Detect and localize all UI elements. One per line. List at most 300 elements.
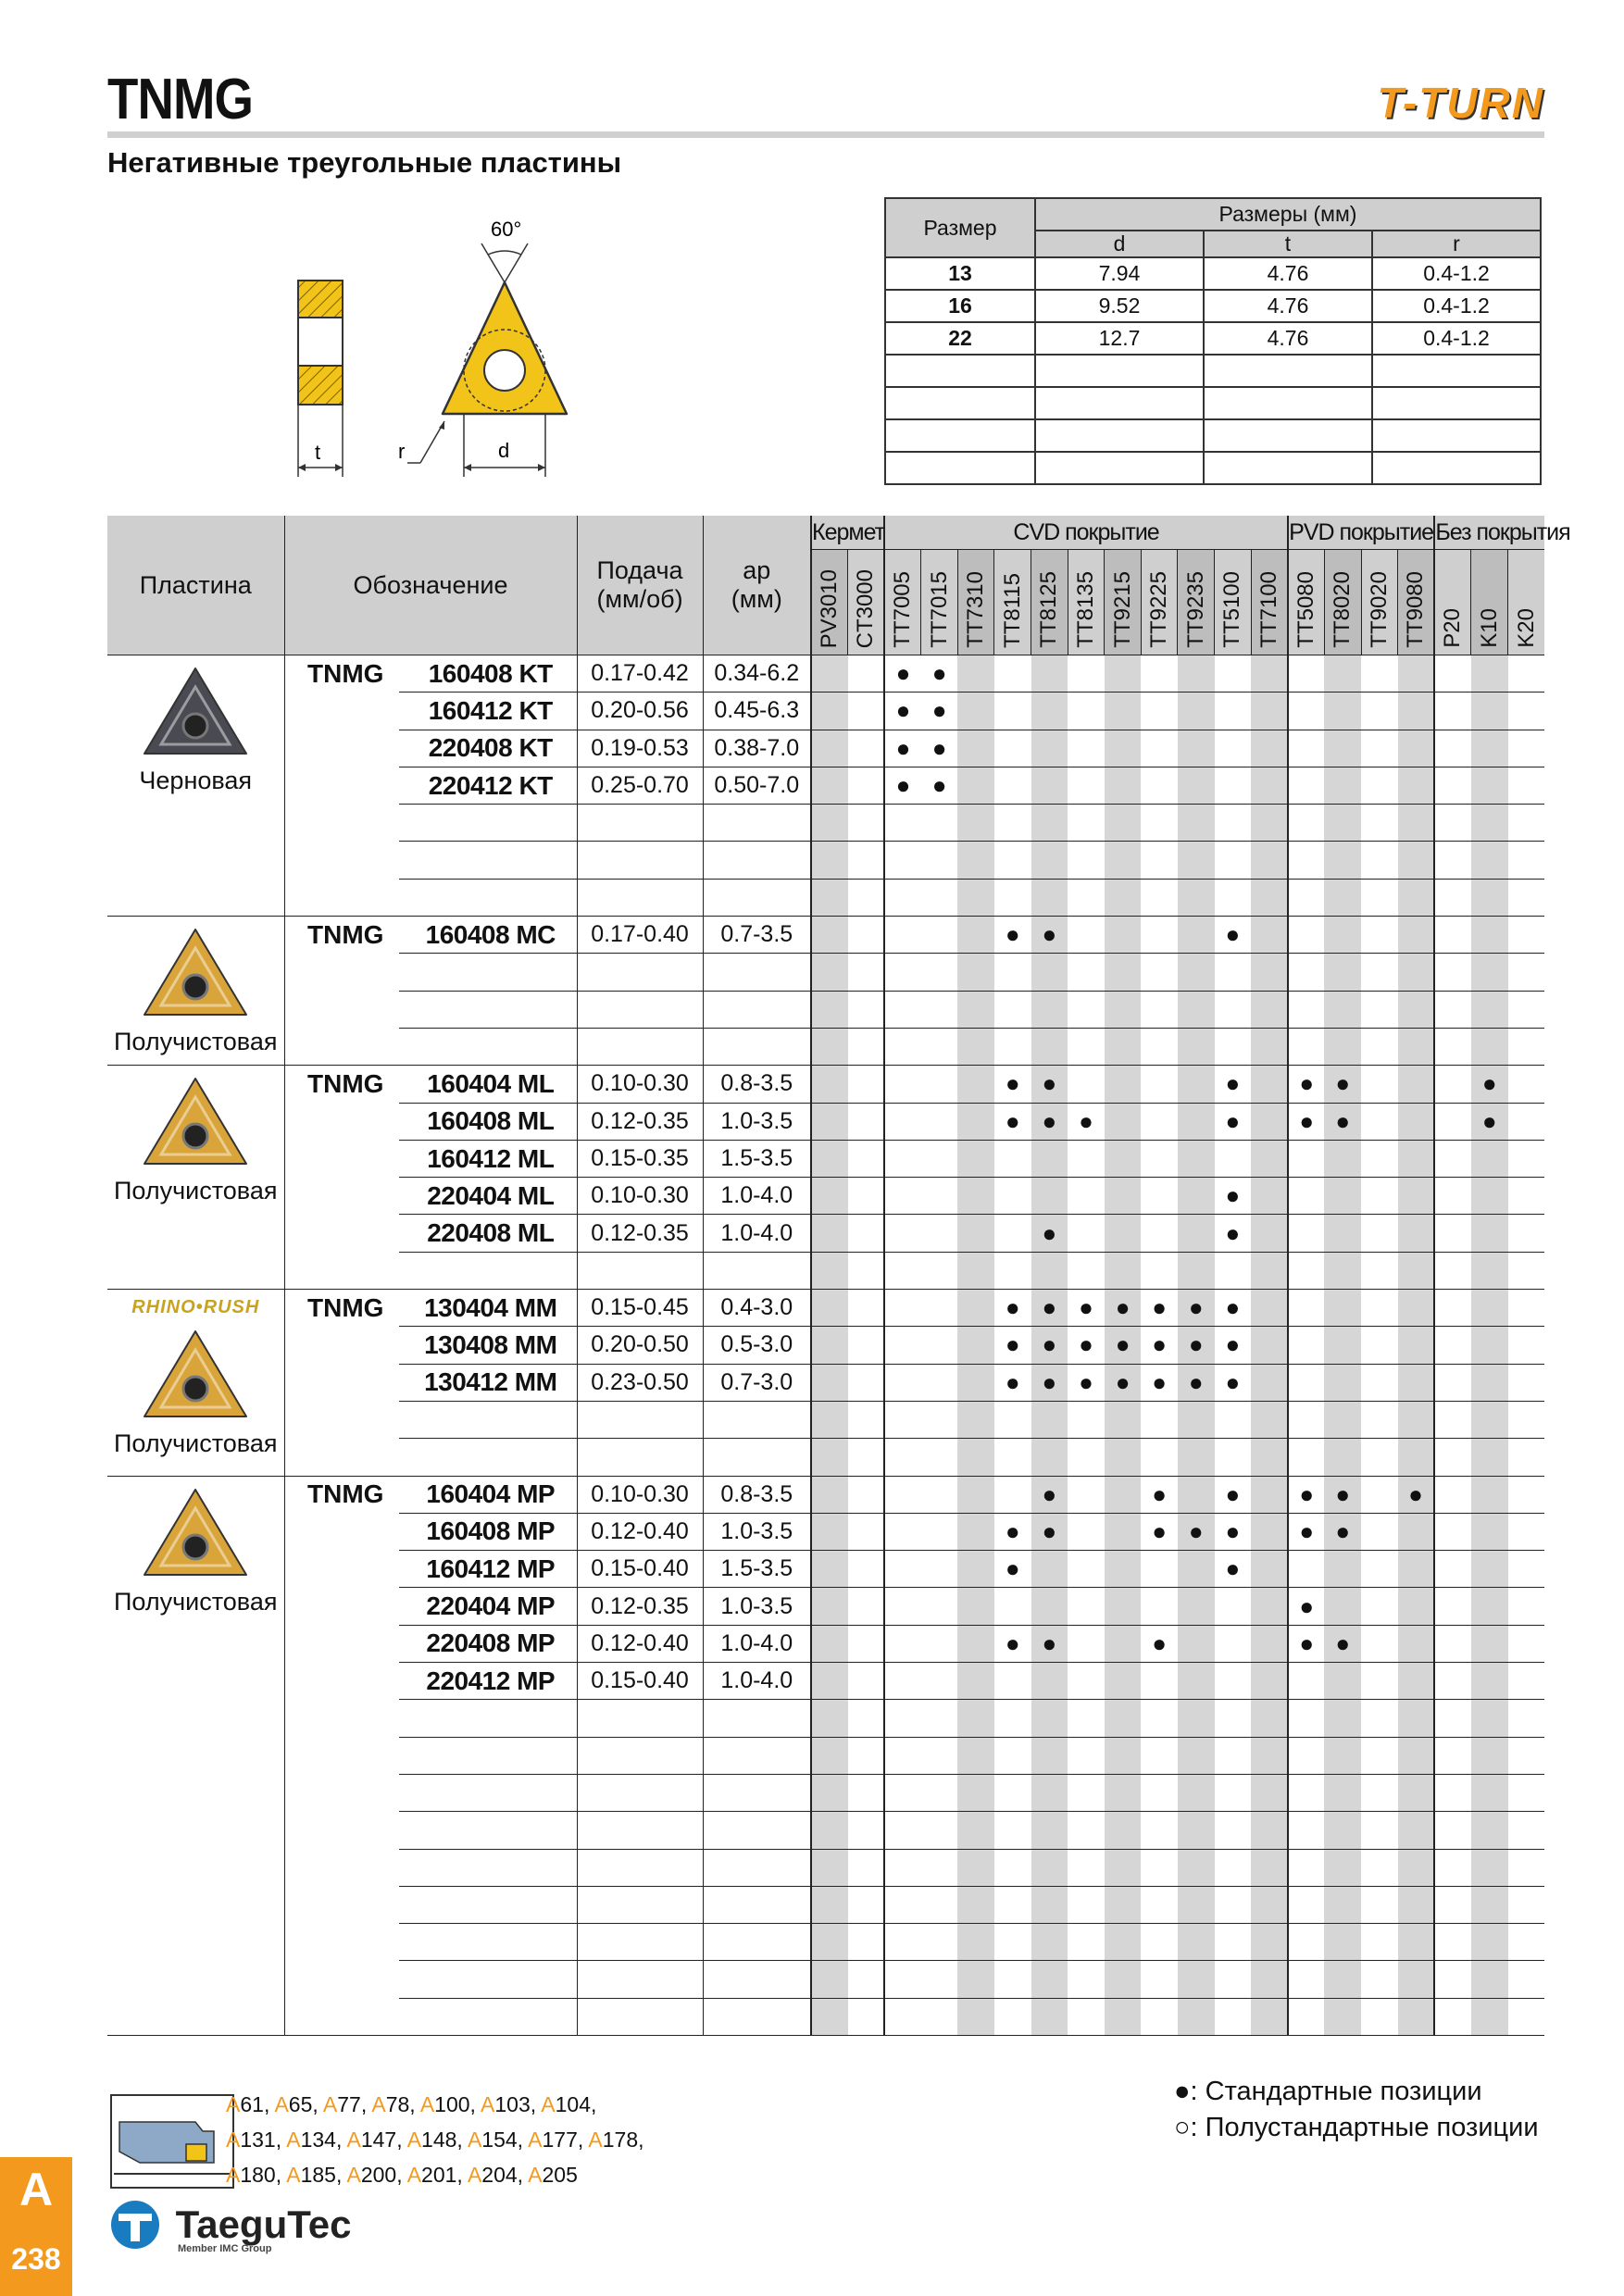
availability-cell: [1434, 1066, 1471, 1103]
availability-cell: [1215, 879, 1252, 916]
availability-cell: [994, 1476, 1031, 1513]
availability-cell: [1361, 1924, 1398, 1961]
availability-cell: [1324, 655, 1361, 693]
reference-prefix: A: [467, 2163, 482, 2187]
availability-cell: [1471, 879, 1508, 916]
availability-cell: [1508, 767, 1545, 804]
table-row: [107, 1327, 1544, 1364]
availability-cell: [957, 655, 994, 693]
availability-cell: [1508, 879, 1545, 916]
availability-cell: [1141, 1849, 1178, 1886]
availability-cell: [1361, 1439, 1398, 1476]
logo-subtitle: Member IMC Group: [178, 2243, 272, 2254]
availability-cell: [811, 1551, 848, 1588]
availability-cell: [921, 1812, 958, 1849]
ap-value: [703, 879, 811, 916]
availability-cell: [1251, 1215, 1288, 1252]
availability-cell: [1361, 1849, 1398, 1886]
availability-cell: [811, 1886, 848, 1923]
grade-column-header: [994, 550, 1031, 655]
feed-value: 0.10-0.30: [577, 1066, 703, 1103]
feed-value: 0.15-0.40: [577, 1663, 703, 1700]
availability-cell: [884, 1476, 921, 1513]
availability-cell: [1105, 805, 1142, 842]
availability-cell: [1105, 1737, 1142, 1774]
availability-cell: [848, 730, 885, 767]
availability-cell: [994, 730, 1031, 767]
grade-column-header: [1068, 550, 1105, 655]
series-prefix: [284, 1364, 399, 1401]
t-dimension-label: t: [315, 441, 321, 464]
standard-dot: ●: [1188, 1367, 1204, 1396]
standard-dot: ●: [1225, 1516, 1241, 1545]
availability-cell: [1324, 1327, 1361, 1364]
availability-cell: [884, 1849, 921, 1886]
availability-cell: [1251, 991, 1288, 1028]
designation-code: [399, 1700, 577, 1737]
availability-cell: [1031, 1290, 1068, 1327]
availability-cell: [1398, 954, 1435, 991]
availability-cell: [1178, 1998, 1215, 2035]
reference-prefix: A: [322, 2092, 338, 2116]
availability-cell: [1068, 1364, 1105, 1401]
standard-dot: ●: [1299, 1591, 1315, 1620]
availability-cell: [921, 1513, 958, 1550]
col-r: r: [1372, 231, 1541, 257]
availability-cell: [884, 1812, 921, 1849]
reference-line: A131, A134, A147, A148, A154, A177, A178,: [226, 2128, 644, 2152]
availability-cell: [811, 1327, 848, 1364]
availability-cell: [1031, 1066, 1068, 1103]
availability-cell: [884, 1700, 921, 1737]
table-row: [107, 1028, 1544, 1065]
availability-cell: [1324, 991, 1361, 1028]
availability-cell: [1215, 1924, 1252, 1961]
availability-cell: [884, 1513, 921, 1550]
availability-cell: [1068, 1103, 1105, 1140]
availability-cell: [848, 1066, 885, 1103]
availability-cell: [1068, 1215, 1105, 1252]
availability-cell: [848, 1028, 885, 1065]
availability-cell: [1105, 1886, 1142, 1923]
availability-cell: [1215, 1551, 1252, 1588]
availability-cell: [1361, 1290, 1398, 1327]
availability-cell: [1508, 805, 1545, 842]
availability-cell: [921, 1737, 958, 1774]
standard-dot: ●: [895, 696, 911, 725]
availability-cell: [1068, 1737, 1105, 1774]
table-row: [107, 991, 1544, 1028]
availability-cell: [1031, 1401, 1068, 1438]
availability-cell: [994, 655, 1031, 693]
availability-cell: [1288, 1625, 1325, 1662]
feed-value: 0.19-0.53: [577, 730, 703, 767]
standard-dot: ●: [1299, 1628, 1315, 1657]
availability-cell: [1215, 1028, 1252, 1065]
availability-cell: [1508, 1812, 1545, 1849]
availability-cell: [1068, 1849, 1105, 1886]
standard-dot: ●: [931, 771, 947, 800]
availability-cell: [1471, 1252, 1508, 1289]
availability-cell: [1288, 1140, 1325, 1177]
availability-cell: [1324, 1663, 1361, 1700]
standard-dot: ●: [1152, 1293, 1168, 1322]
availability-cell: [1471, 655, 1508, 693]
availability-cell: [1508, 1401, 1545, 1438]
grade-column-header: [1215, 550, 1252, 655]
insert-type-label: Получистовая: [114, 1028, 278, 1056]
series-prefix: [284, 1178, 399, 1215]
grade-group-header: Без покрытия: [1434, 516, 1544, 550]
standard-dot: ●: [1115, 1330, 1131, 1359]
availability-cell: [1178, 730, 1215, 767]
reference-prefix: A: [406, 2163, 422, 2187]
designation-code: 220408 ML: [399, 1215, 577, 1252]
feed-value: 0.12-0.40: [577, 1513, 703, 1550]
standard-dot: ●: [1042, 1330, 1057, 1359]
rhino-rush-badge: RHINO•RUSH: [131, 1297, 260, 1318]
availability-cell: [1398, 1625, 1435, 1662]
availability-cell: [1398, 917, 1435, 954]
series-prefix: [284, 1551, 399, 1588]
availability-cell: [1324, 1998, 1361, 2035]
availability-cell: [994, 1998, 1031, 2035]
dimension-cell-size: 22: [885, 322, 1035, 355]
standard-dot: ●: [1005, 1628, 1020, 1657]
availability-cell: [1178, 1140, 1215, 1177]
availability-cell: [1471, 1625, 1508, 1662]
availability-cell: [1068, 1588, 1105, 1625]
feed-value: 0.23-0.50: [577, 1364, 703, 1401]
series-prefix: [284, 1140, 399, 1177]
availability-cell: [1361, 954, 1398, 991]
availability-cell: [1141, 1663, 1178, 1700]
insert-type-label: Черновая: [139, 767, 253, 794]
reference-page: 201: [421, 2163, 457, 2187]
availability-cell: [1288, 1961, 1325, 1998]
availability-cell: [1105, 1551, 1142, 1588]
availability-cell: [1508, 1774, 1545, 1811]
standard-dot: ●: [895, 771, 911, 800]
availability-cell: [1105, 1774, 1142, 1811]
availability-cell: [1324, 1812, 1361, 1849]
reference-page: 204: [481, 2163, 518, 2187]
availability-cell: [1508, 1663, 1545, 1700]
availability-cell: [1105, 1028, 1142, 1065]
availability-cell: [1434, 991, 1471, 1028]
grade-label: CT3000: [853, 568, 879, 648]
feed-value: [577, 1252, 703, 1289]
availability-cell: [1324, 1178, 1361, 1215]
availability-cell: [848, 1476, 885, 1513]
availability-cell: [957, 1028, 994, 1065]
standard-dot: ●: [1079, 1106, 1093, 1135]
standard-dot: ●: [1335, 1516, 1351, 1545]
availability-cell: [1105, 1625, 1142, 1662]
insert-image-cell: [107, 917, 284, 1066]
dimension-cell-r: [1372, 387, 1541, 419]
grade-column-header: [1508, 550, 1545, 655]
series-prefix: [284, 1737, 399, 1774]
availability-cell: [1178, 767, 1215, 804]
designation-code: [399, 842, 577, 879]
page-tab: [0, 2157, 72, 2296]
availability-cell: [811, 1998, 848, 2035]
dimension-row: [885, 257, 1541, 290]
availability-cell: [1508, 730, 1545, 767]
availability-cell: [994, 917, 1031, 954]
designation-code: [399, 1924, 577, 1961]
ap-value: [703, 1812, 811, 1849]
ap-value: 0.4-3.0: [703, 1290, 811, 1327]
standard-dot: ●: [1152, 1628, 1168, 1657]
availability-cell: [1141, 879, 1178, 916]
availability-cell: [1508, 1737, 1545, 1774]
availability-cell: [994, 1700, 1031, 1737]
availability-cell: [1141, 1028, 1178, 1065]
availability-cell: [1068, 655, 1105, 693]
availability-cell: [1068, 1625, 1105, 1662]
availability-cell: [1068, 1401, 1105, 1438]
standard-dot: ●: [1335, 1069, 1351, 1098]
availability-cell: [921, 1327, 958, 1364]
availability-cell: [1508, 991, 1545, 1028]
availability-cell: [1251, 1140, 1288, 1177]
feed-value: 0.12-0.35: [577, 1103, 703, 1140]
standard-dot: ●: [931, 733, 947, 762]
availability-cell: [921, 1924, 958, 1961]
reference-page: 205: [542, 2163, 578, 2187]
series-prefix: TNMG: [284, 1476, 399, 1513]
availability-cell: [1434, 1998, 1471, 2035]
grade-label: TT9080: [1403, 571, 1429, 648]
ap-value: 0.8-3.5: [703, 1476, 811, 1513]
table-row: [107, 1103, 1544, 1140]
availability-cell: [1398, 1327, 1435, 1364]
table-row: [107, 879, 1544, 916]
availability-cell: [848, 1588, 885, 1625]
availability-cell: [1251, 1849, 1288, 1886]
availability-cell: [1068, 1961, 1105, 1998]
availability-cell: [1471, 1290, 1508, 1327]
availability-cell: [811, 1513, 848, 1550]
availability-cell: [1141, 1439, 1178, 1476]
ap-value: 1.0-4.0: [703, 1625, 811, 1662]
availability-cell: [1141, 1066, 1178, 1103]
availability-cell: [1068, 1700, 1105, 1737]
table-row: [107, 1849, 1544, 1886]
standard-dot: ●: [1188, 1516, 1204, 1545]
series-prefix: [284, 805, 399, 842]
availability-cell: [957, 1103, 994, 1140]
series-prefix: [284, 1439, 399, 1476]
availability-cell: [994, 879, 1031, 916]
availability-cell: [1068, 730, 1105, 767]
reference-prefix: A: [226, 2163, 241, 2187]
availability-cell: [1324, 1961, 1361, 1998]
availability-cell: [1434, 1849, 1471, 1886]
availability-cell: [1215, 1737, 1252, 1774]
availability-cell: [884, 730, 921, 767]
ap-value: [703, 1401, 811, 1438]
availability-cell: [1031, 879, 1068, 916]
availability-cell: [811, 767, 848, 804]
reference-prefix: A: [588, 2128, 603, 2152]
availability-cell: [1398, 1066, 1435, 1103]
series-prefix: [284, 1401, 399, 1438]
standard-dot: ●: [1152, 1479, 1168, 1508]
availability-cell: [921, 1886, 958, 1923]
availability-cell: [1251, 767, 1288, 804]
availability-cell: [1031, 1588, 1068, 1625]
availability-cell: [994, 1737, 1031, 1774]
availability-cell: [1288, 655, 1325, 693]
availability-cell: [1251, 917, 1288, 954]
availability-cell: [921, 842, 958, 879]
dimension-row: [885, 322, 1541, 355]
size-header: Размер: [885, 198, 1035, 257]
availability-cell: [1178, 1327, 1215, 1364]
standard-dot: ●: [1188, 1330, 1204, 1359]
availability-cell: [848, 805, 885, 842]
grade-label: TT5080: [1293, 571, 1318, 648]
availability-cell: [1434, 879, 1471, 916]
availability-cell: [1215, 1290, 1252, 1327]
availability-cell: [884, 693, 921, 730]
availability-cell: [1471, 991, 1508, 1028]
availability-cell: [1031, 767, 1068, 804]
feed-value: 0.25-0.70: [577, 767, 703, 804]
availability-cell: [1471, 1849, 1508, 1886]
availability-cell: [811, 1812, 848, 1849]
availability-cell: [1324, 1625, 1361, 1662]
availability-cell: [1508, 1998, 1545, 2035]
dimension-cell-size: [885, 419, 1035, 452]
availability-cell: [1508, 1551, 1545, 1588]
ap-value: 1.0-4.0: [703, 1215, 811, 1252]
series-prefix: [284, 1625, 399, 1662]
standard-dot: ●: [1005, 1293, 1020, 1322]
availability-cell: [811, 1439, 848, 1476]
availability-cell: [1434, 1513, 1471, 1550]
availability-cell: [1508, 1513, 1545, 1550]
availability-cell: [1178, 842, 1215, 879]
dimensions-table: [884, 197, 1542, 485]
availability-cell: [1361, 1364, 1398, 1401]
availability-cell: [1141, 693, 1178, 730]
availability-cell: [1288, 917, 1325, 954]
grade-column-header: [1324, 550, 1361, 655]
availability-cell: [1141, 1961, 1178, 1998]
availability-cell: [1361, 767, 1398, 804]
availability-cell: [1178, 1961, 1215, 1998]
availability-cell: [921, 954, 958, 991]
designation-code: 160408 MC: [399, 917, 577, 954]
grade-label: TT9020: [1366, 571, 1392, 648]
reference-prefix: A: [481, 2092, 495, 2116]
table-row: [107, 1737, 1544, 1774]
availability-cell: [921, 1551, 958, 1588]
availability-cell: [1361, 1998, 1398, 2035]
availability-cell: [1251, 1066, 1288, 1103]
availability-cell: [884, 1737, 921, 1774]
availability-cell: [1105, 954, 1142, 991]
brand-logo: T-TURN: [1377, 79, 1544, 127]
ap-value: 1.5-3.5: [703, 1551, 811, 1588]
availability-cell: [1398, 1401, 1435, 1438]
availability-cell: [1434, 805, 1471, 842]
availability-cell: [1288, 842, 1325, 879]
availability-cell: [1068, 1178, 1105, 1215]
availability-cell: [1068, 879, 1105, 916]
availability-cell: [1251, 1998, 1288, 2035]
availability-cell: [921, 805, 958, 842]
availability-cell: [1215, 1439, 1252, 1476]
standard-dot: ●: [1225, 920, 1241, 949]
availability-cell: [1398, 1886, 1435, 1923]
designation-code: [399, 954, 577, 991]
insert-image-cell: [107, 1476, 284, 2035]
feed-value: [577, 1401, 703, 1438]
availability-cell: [1178, 1588, 1215, 1625]
availability-cell: [1068, 1476, 1105, 1513]
availability-cell: [1398, 1439, 1435, 1476]
availability-cell: [811, 1625, 848, 1662]
reference-page: 131: [240, 2128, 276, 2152]
availability-cell: [811, 1924, 848, 1961]
availability-cell: [957, 1364, 994, 1401]
availability-cell: [811, 954, 848, 991]
availability-cell: [1471, 1066, 1508, 1103]
availability-cell: [1105, 917, 1142, 954]
availability-cell: [884, 1327, 921, 1364]
availability-cell: [884, 1140, 921, 1177]
series-prefix: [284, 1961, 399, 1998]
feed-value: 0.17-0.40: [577, 917, 703, 954]
standard-dot: ●: [1005, 1516, 1020, 1545]
reference-line: A180, A185, A200, A201, A204, A205: [226, 2163, 578, 2187]
title-rule: [107, 131, 1544, 138]
availability-cell: [994, 1961, 1031, 1998]
designation-code: 160412 KT: [399, 693, 577, 730]
availability-cell: [1178, 1812, 1215, 1849]
availability-cell: [1434, 1178, 1471, 1215]
availability-cell: [1398, 1252, 1435, 1289]
designation-code: 130408 MM: [399, 1327, 577, 1364]
dimension-cell-d: 7.94: [1035, 257, 1204, 290]
series-prefix: [284, 1924, 399, 1961]
availability-cell: [1105, 991, 1142, 1028]
series-prefix: [284, 1588, 399, 1625]
availability-cell: [1031, 1513, 1068, 1550]
availability-cell: [1508, 1103, 1545, 1140]
top-view: [398, 218, 567, 477]
grade-label: TT8135: [1072, 571, 1098, 648]
availability-cell: [1324, 1886, 1361, 1923]
grade-label: TT7005: [890, 571, 916, 648]
availability-cell: [1215, 767, 1252, 804]
availability-cell: [1251, 1364, 1288, 1401]
availability-cell: [1288, 767, 1325, 804]
availability-cell: [811, 1774, 848, 1811]
grade-column-header: [921, 550, 958, 655]
availability-cell: [1324, 1588, 1361, 1625]
availability-cell: [1068, 917, 1105, 954]
availability-cell: [1031, 842, 1068, 879]
standard-dot: ●: [1481, 1106, 1497, 1135]
availability-cell: [1471, 1401, 1508, 1438]
series-prefix: [284, 1327, 399, 1364]
